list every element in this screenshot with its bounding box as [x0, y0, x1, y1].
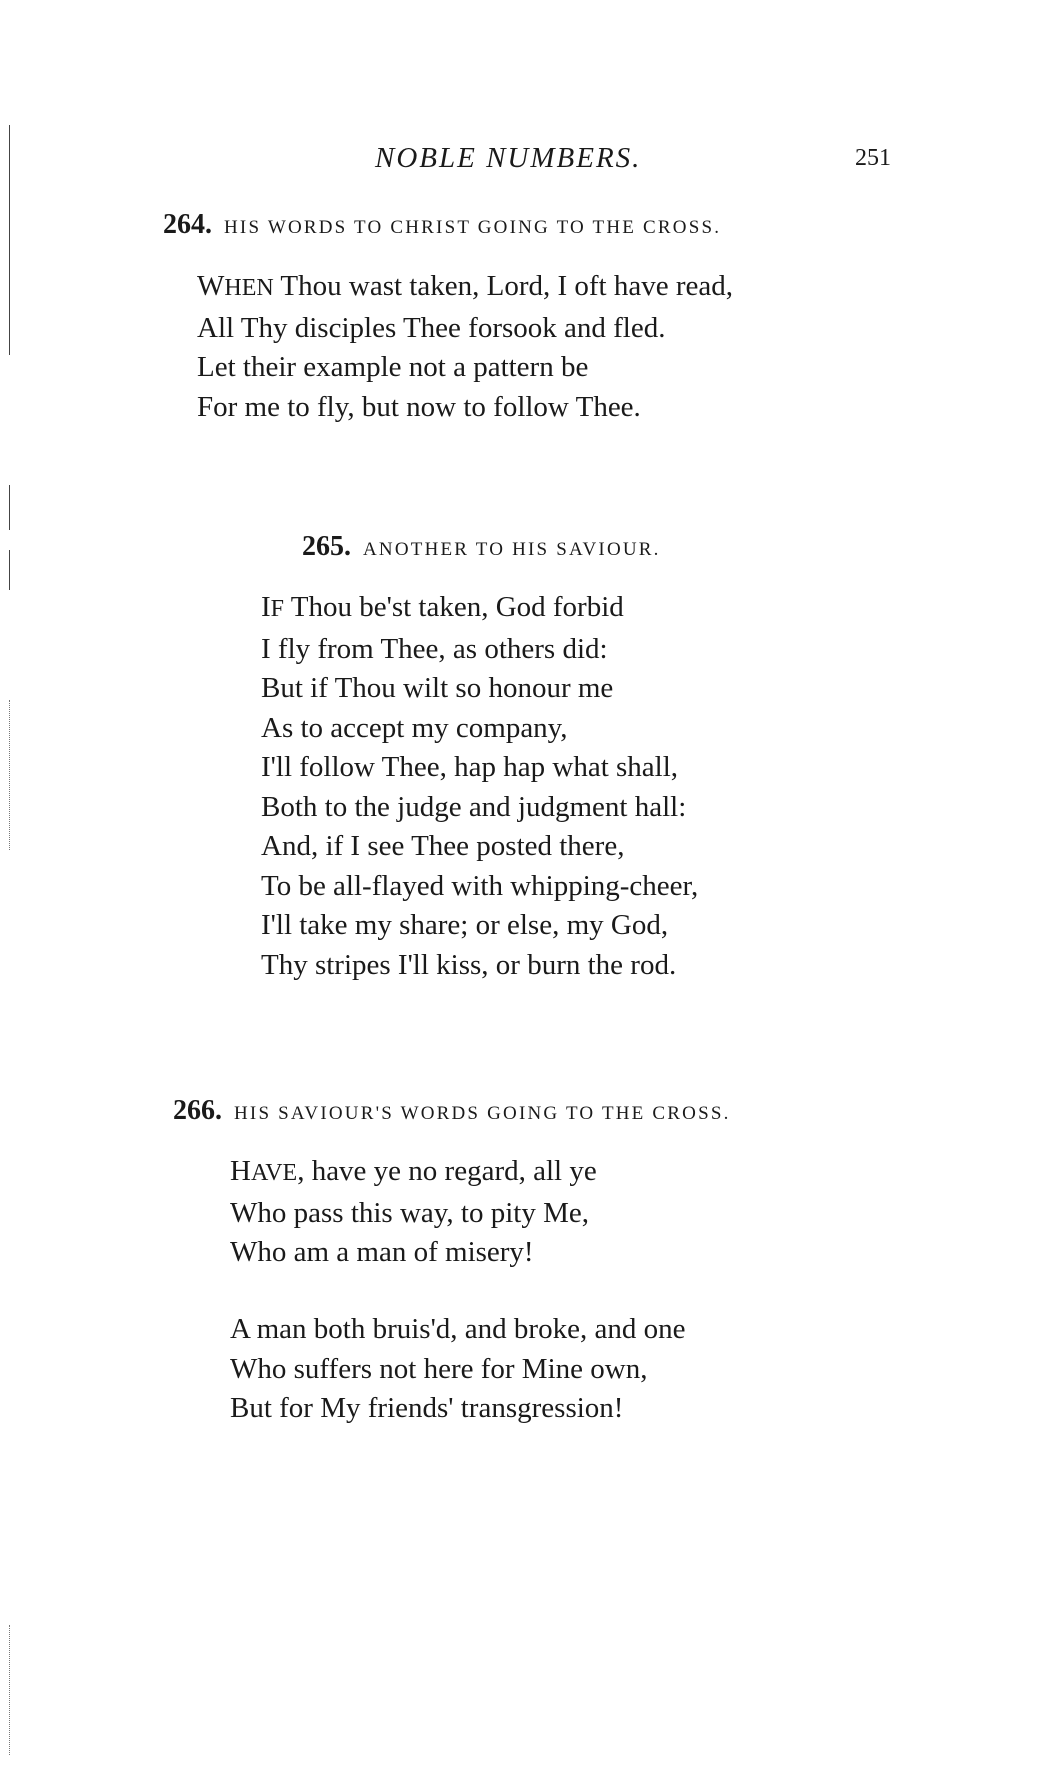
verse-line: To be all-flayed with whipping-cheer, — [261, 869, 699, 902]
verse-line — [230, 1152, 597, 1194]
running-head — [0, 142, 1050, 182]
stanza — [230, 1310, 685, 1429]
poem-number: 265. — [302, 531, 351, 562]
verse-line: As to accept my company, — [261, 711, 568, 744]
scan-edge-mark — [9, 1625, 10, 1755]
verse-line: And, if I see Thee posted there, — [261, 830, 625, 862]
verse-line: I'll follow Thee, hap hap what shall, — [261, 751, 679, 783]
poem-heading — [302, 531, 661, 563]
page-number: 251 — [855, 145, 891, 171]
poem-number: 266. — [173, 1095, 222, 1126]
drop-initial: W — [197, 270, 225, 302]
verse-line: Thy stripes I'll kiss, or burn the rod. — [261, 948, 677, 981]
drop-initial: I — [261, 591, 271, 623]
verse-line: For me to fly, but now to follow Thee. — [197, 390, 641, 423]
scan-edge-mark — [9, 700, 10, 850]
drop-initial: H — [230, 1155, 251, 1187]
verse-line: A man both bruis'd, and broke, and one — [230, 1313, 686, 1345]
poem-title: HIS SAVIOUR'S WORDS GOING TO THE CROSS. — [234, 1103, 731, 1124]
running-title: NOBLE NUMBERS. — [375, 142, 642, 174]
scan-edge-mark — [9, 485, 10, 530]
small-caps-word: AVE — [250, 1160, 298, 1186]
poem-heading — [173, 1095, 731, 1127]
verse-line: I'll take my share; or else, my God, — [261, 909, 669, 941]
verse-text: Thou wast taken, Lord, I oft have read, — [273, 270, 733, 302]
verse-line: Who pass this way, to pity Me, — [230, 1196, 589, 1229]
verse-line: Both to the judge and judgment hall: — [261, 790, 687, 823]
stanza — [261, 588, 698, 985]
verse-line: Let their example not a pattern be — [197, 351, 589, 383]
small-caps-word: HEN — [224, 275, 274, 301]
poem-title: ANOTHER TO HIS SAVIOUR. — [363, 539, 661, 560]
verse-line: Who suffers not here for Mine own, — [230, 1352, 648, 1385]
verse-line: I fly from Thee, as others did: — [261, 632, 608, 665]
verse-line: But if Thou wilt so honour me — [261, 672, 614, 704]
poem-title: HIS WORDS TO CHRIST GOING TO THE CROSS. — [224, 217, 722, 238]
stanza — [230, 1152, 597, 1273]
poem-number: 264. — [163, 209, 212, 240]
verse-line: Who am a man of misery! — [230, 1236, 534, 1268]
verse-line — [197, 267, 733, 309]
verse-line — [261, 588, 698, 630]
small-caps-word: F — [270, 596, 285, 622]
verse-text: , have ye no regard, all ye — [297, 1155, 597, 1187]
verse-line: All Thy disciples Thee forsook and fled. — [197, 311, 666, 344]
poem-heading — [163, 209, 721, 241]
stanza — [197, 267, 733, 427]
verse-text: Thou be'st taken, God forbid — [284, 591, 624, 623]
scan-edge-mark — [9, 550, 10, 590]
verse-line: But for My friends' transgression! — [230, 1392, 624, 1424]
